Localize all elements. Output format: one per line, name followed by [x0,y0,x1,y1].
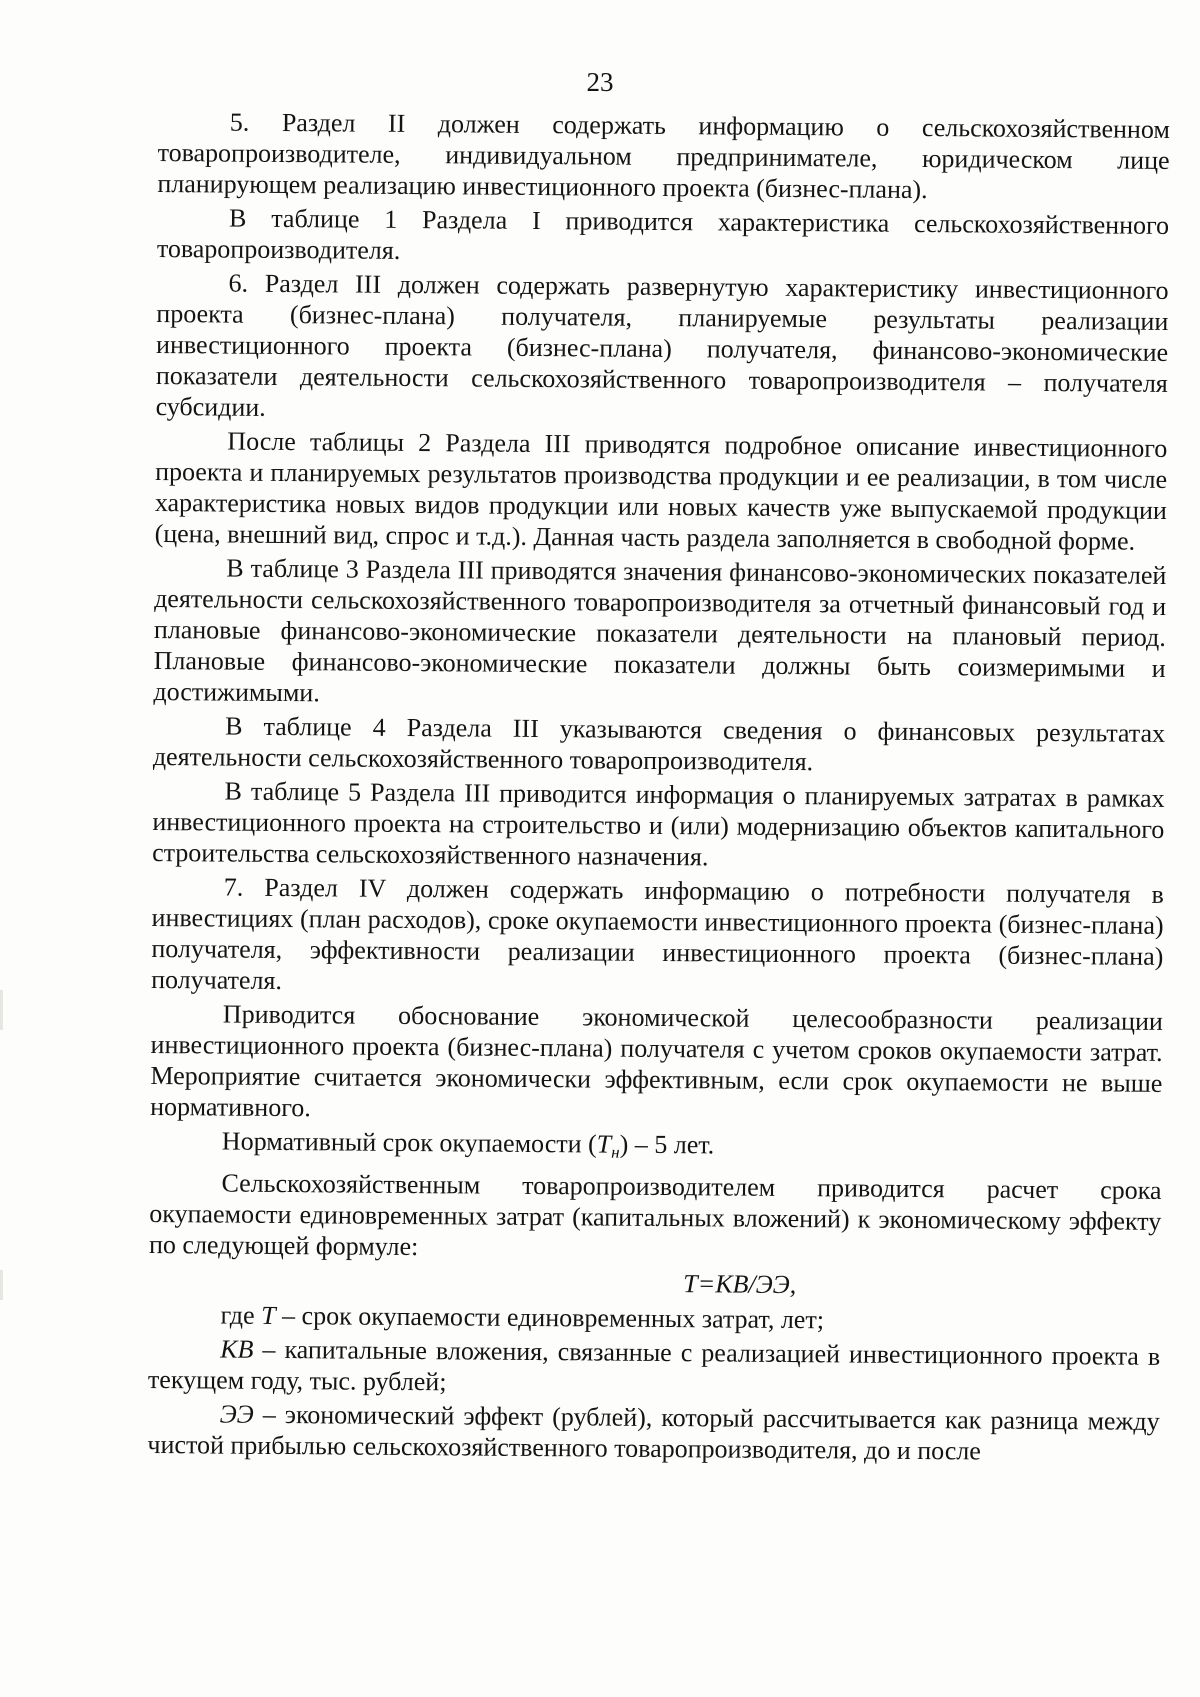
paragraph-table-2: После таблицы 2 Раздела III приводятся подробное описание инвестиционного проекта и планируемых результатов производства продукции и ее реализации, в том числе характеристика новых видов продукции или новых качеств уже выпускаемой продукции (цена, внешний вид, спрос и т.д.). Данная часть раздела заполняется в свободной форме. [154,426,1168,556]
definition-ee [147,1398,1159,1468]
definition-text: – срок окупаемости единовременных затрат, лет; [275,1300,825,1335]
definition-term: ЭЭ [219,1399,254,1429]
definition-t [148,1299,1160,1338]
paragraph-table-1: В таблице 1 Раздела I приводится характеристика сельскохозяйственного товаропроизводителя. [156,203,1170,265]
definition-term: KB [220,1334,254,1364]
normative-payback-period [150,1125,1162,1172]
paragraph-section-3: 6. Раздел III должен содержать развернутую характеристику инвестиционного проекта (бизнес-плана) получателя, планируемые результаты реализации инвестиционного проекта (бизнес-плана) получателя, финансово-экономические показатели деятельности сельскохозяйственного товаропроизводителя – получателя субсидии. [155,268,1169,422]
definition-text: – капитальные вложения, связанные с реализацией инвестиционного проекта в текущем году, тыс. рублей; [147,1334,1161,1397]
scan-edge-mark [0,1270,3,1300]
definition-term: T [261,1300,276,1330]
document-body [147,106,1170,1468]
definition-kb [148,1333,1160,1403]
paragraph-table-3: В таблице 3 Раздела III приводятся значения финансово-экономических показателей деятельности сельскохозяйственного товаропроизводителя за отчетный финансовый год и плановые финансово-экономические показатели деятельности на плановый период. Плановые финансово-экономические показатели должны быть соизмеримыми и достижимыми. [153,553,1167,708]
paragraph-justification: Приводится обоснование экономической целесообразности реализации инвестиционного проекта (бизнес-плана) получателя с учетом сроков окупаемости затрат. Мероприятие считается экономически эффективным, если срок окупаемости не выше нормативного. [150,999,1163,1123]
normative-text-after: ) – 5 лет. [619,1129,715,1160]
paragraph-section-2: 5. Раздел II должен содержать информацию о сельскохозяйственном товаропроизводителе, индивидуальном предпринимателе, юридическом лице планирующем реализацию инвестиционного проекта (бизнес-плана). [157,107,1170,205]
normative-subscript: н [611,1142,620,1162]
paragraph-table-5: В таблице 5 Раздела III приводится информация о планируемых затратах в рамках инвестиционного проекта на строительство и (или) модернизацию объектов капитального строительства сельскохозяйственного назначения. [152,776,1165,872]
normative-symbol: T [596,1129,612,1159]
definition-text: – экономический эффект (рублей), который рассчитывается как разница между чистой прибылью сельскохозяйственного товаропроизводителя, до и после [147,1399,1160,1466]
paragraph-section-4: 7. Раздел IV должен содержать информацию о потребности получателя в инвестициях (план расходов), сроке окупаемости инвестиционного проекта (бизнес-плана) получателя, эффективности реализации инвестиционного проекта (бизнес-плана) получателя. [151,872,1164,996]
scan-edge-mark [0,990,3,1030]
payback-formula: T=KB/ЭЭ, [683,1269,797,1300]
normative-text-before: Нормативный срок окупаемости ( [221,1126,597,1159]
page-number: 23 [586,67,614,97]
definition-prefix: где [220,1300,262,1330]
paragraph-calculation: Сельскохозяйственным товаропроизводителем приводится расчет срока окупаемости единовременных затрат (капитальных вложений) к экономическому эффекту по следующей формуле: [148,1168,1162,1262]
paragraph-table-4: В таблице 4 Раздела III указываются сведения о финансовых результатах деятельности сельскохозяйственного товаропроизводителя. [152,711,1166,777]
